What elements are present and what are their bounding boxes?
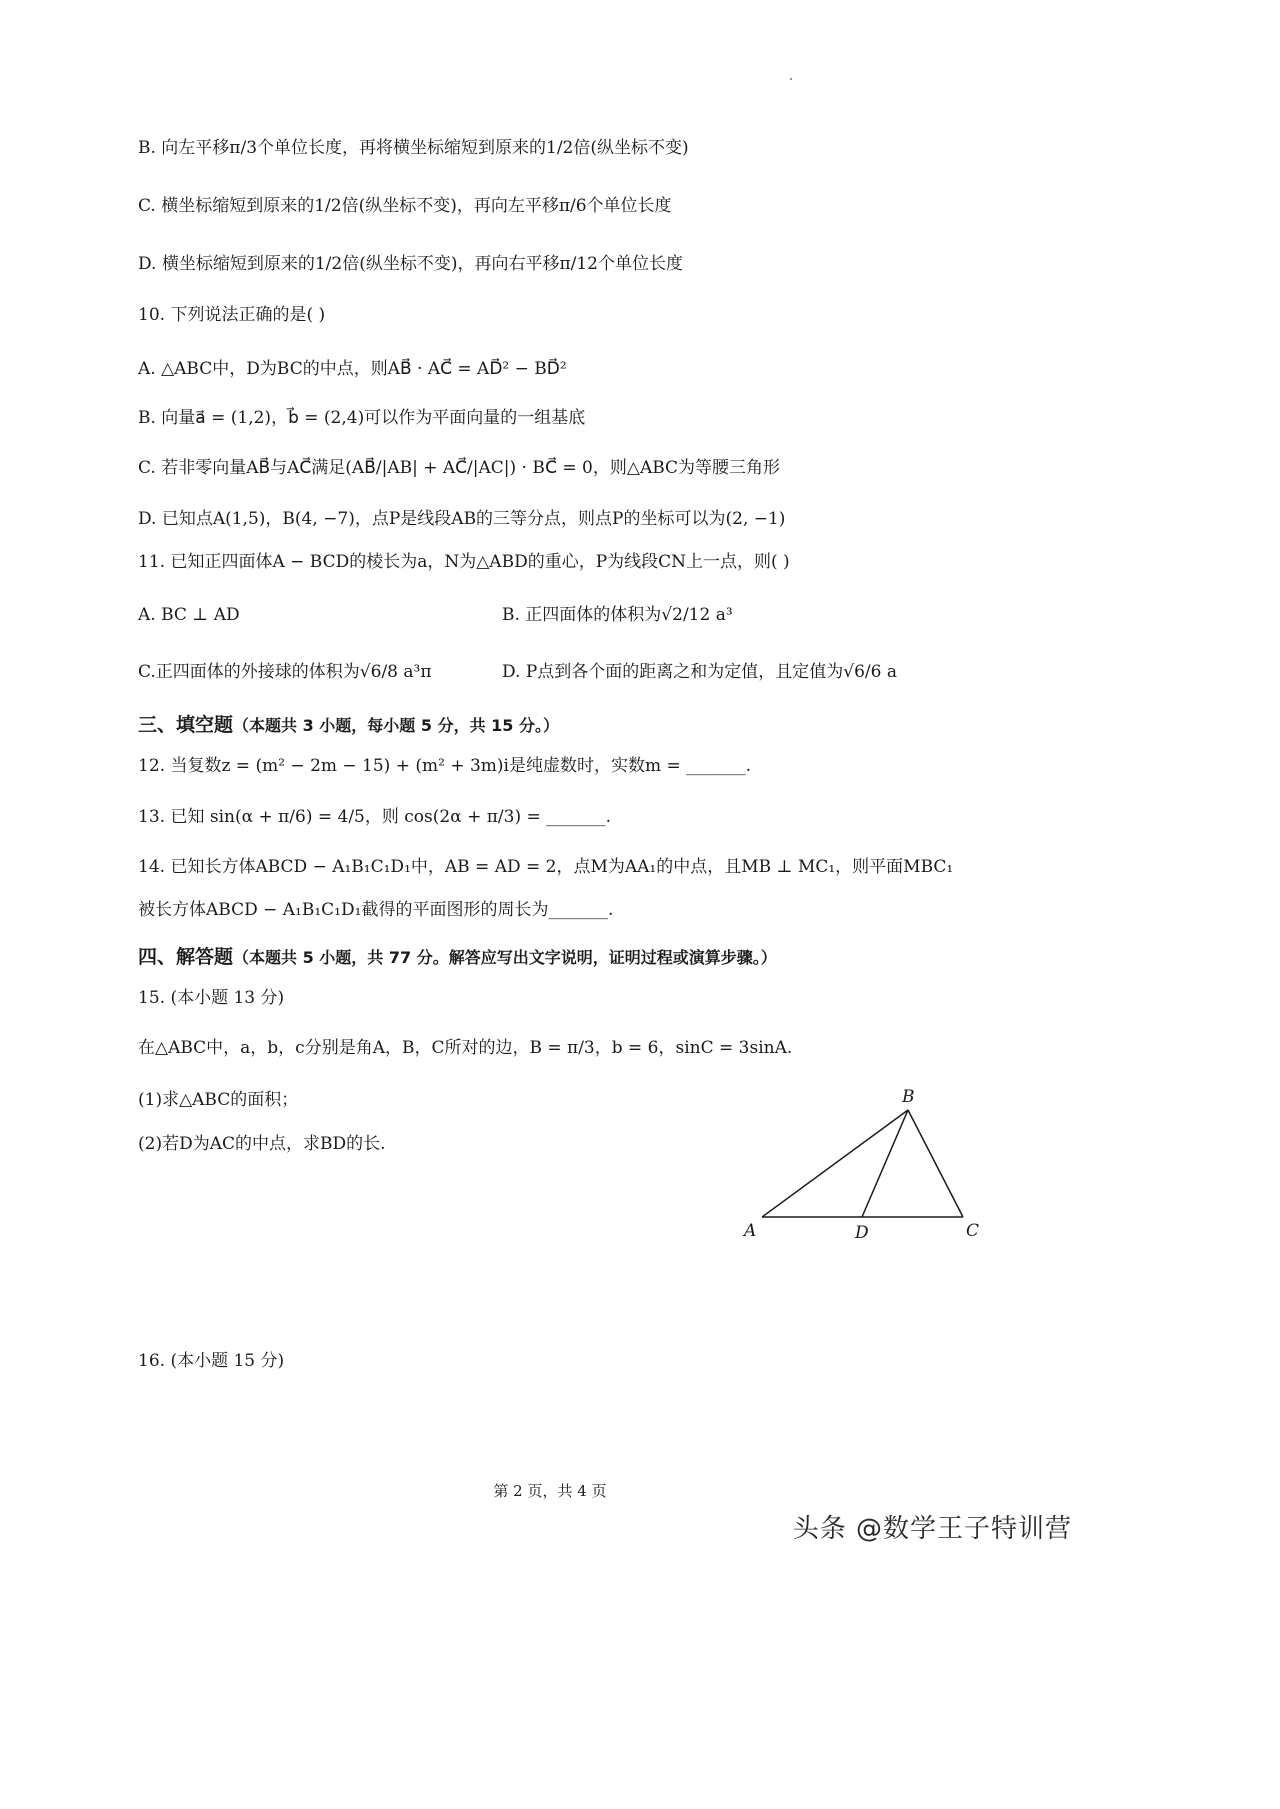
q12-text: 12. 当复数z = (m² − 2m − 15) + (m² + 3m)i是纯虚数时，实数m = _______. — [138, 756, 752, 776]
q16-header: 16. (本小题 15 分) — [138, 1351, 285, 1371]
scan-speck — [790, 78, 792, 80]
q10-option-c: C. 若非零向量AB⃗与AC⃗满足(AB⃗/|AB| + AC⃗/|AC|) · BC⃗ = 0，则△ABC为等腰三角形 — [138, 458, 781, 478]
vertex-label-a: A — [744, 1221, 757, 1241]
section-4-heading — [138, 942, 777, 969]
q15-part-2: (2)若D为AC的中点，求BD的长. — [138, 1134, 386, 1154]
q10-option-a: A. △ABC中，D为BC的中点，则AB⃗ · AC⃗ = AD⃗² − BD⃗² — [138, 359, 567, 379]
vertex-label-b: B — [902, 1087, 915, 1107]
point-label-d: D — [855, 1223, 869, 1243]
section-4-title: 四、解答题 — [138, 946, 234, 968]
q11-option-b: B. 正四面体的体积为√2/12 a³ — [502, 605, 733, 625]
q11-stem: 11. 已知正四面体A − BCD的棱长为a，N为△ABD的重心，P为线段CN上一点，则( ) — [138, 552, 790, 572]
q10-option-d: D. 已知点A(1,5)，B(4, −7)，点P是线段AB的三等分点，则点P的坐标可以为(2, −1) — [138, 509, 786, 529]
vertex-label-c: C — [966, 1221, 980, 1241]
q15-stem: 在△ABC中，a，b，c分别是角A，B，C所对的边，B = π/3，b = 6，sinC = 3sinA. — [138, 1038, 793, 1058]
q14-line-1: 14. 已知长方体ABCD − A₁B₁C₁D₁中，AB = AD = 2，点M为AA₁的中点，且MB ⊥ MC₁，则平面MBC₁ — [138, 857, 954, 877]
q11-option-d: D. P点到各个面的距离之和为定值，且定值为√6/6 a — [502, 662, 898, 682]
section-3-heading — [138, 710, 559, 737]
q9-option-b: B. 向左平移π/3个单位长度，再将横坐标缩短到原来的1/2倍(纵坐标不变) — [138, 138, 689, 158]
edge-ab — [762, 1110, 908, 1217]
page-footer: 第 2 页，共 4 页 — [493, 1482, 607, 1500]
q11-option-a: A. BC ⊥ AD — [138, 605, 240, 625]
q15-header: 15. (本小题 13 分) — [138, 988, 285, 1008]
edge-bc — [908, 1110, 963, 1217]
q15-part-1: (1)求△ABC的面积； — [138, 1090, 299, 1110]
q10-option-b: B. 向量a⃗ = (1,2)，b⃗ = (2,4)可以作为平面向量的一组基底 — [138, 408, 586, 428]
q13-text: 13. 已知 sin(α + π/6) = 4/5，则 cos(2α + π/3) = _______. — [138, 807, 612, 827]
section-3-title: 三、填空题 — [138, 714, 234, 736]
q11-option-c: C.正四面体的外接球的体积为√6/8 a³π — [138, 662, 432, 682]
triangle-figure — [738, 1080, 998, 1250]
section-4-note: （本题共 5 小题，共 77 分。解答应写出文字说明，证明过程或演算步骤。） — [233, 948, 777, 967]
q9-option-c: C. 横坐标缩短到原来的1/2倍(纵坐标不变)，再向左平移π/6个单位长度 — [138, 196, 672, 216]
section-3-note: （本题共 3 小题，每小题 5 分，共 15 分。） — [233, 716, 559, 735]
q10-stem: 10. 下列说法正确的是( ) — [138, 305, 326, 325]
q14-line-2: 被长方体ABCD − A₁B₁C₁D₁截得的平面图形的周长为_______. — [138, 900, 614, 920]
watermark: 头条 @数学王子特训营 — [792, 1514, 1072, 1544]
q9-option-d: D. 横坐标缩短到原来的1/2倍(纵坐标不变)，再向右平移π/12个单位长度 — [138, 254, 683, 274]
